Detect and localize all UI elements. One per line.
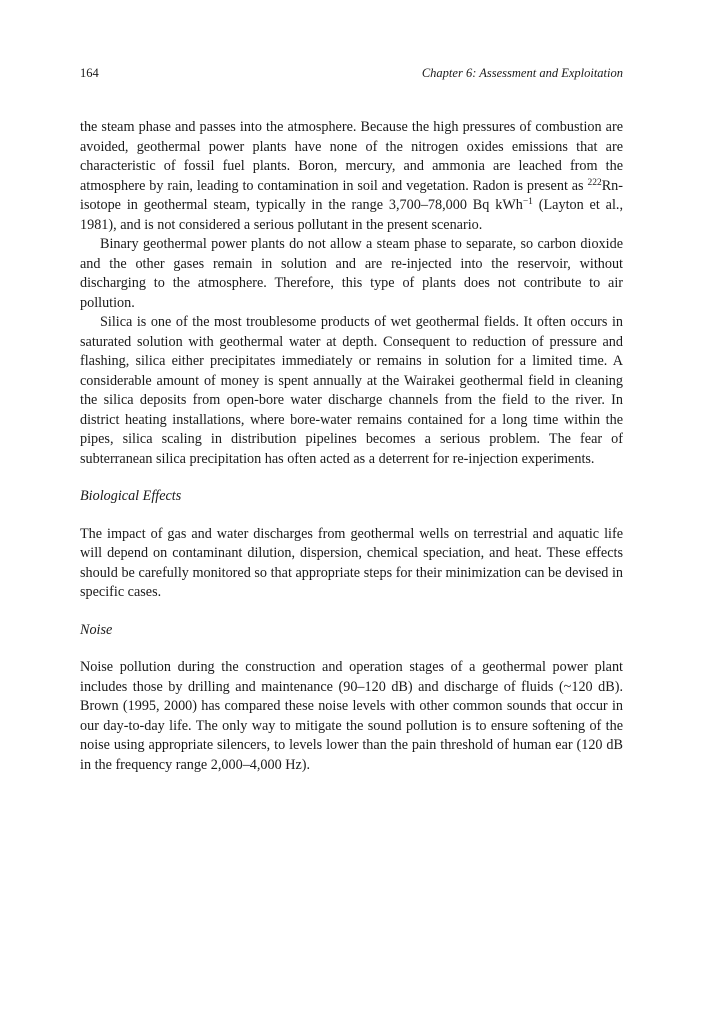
paragraph-steam-phase: [80, 118, 623, 235]
paragraph-silica: Silica is one of the most troublesome products of wet geothermal fields. It often occurs in saturated solution with geothermal water at depth. Consequent to reduction of pressure and flashing, silica either precipitates immediately or remains in solution for a limited time. A considerable amount of money is spent annually at the Wairakei geothermal field in cleaning the silica deposits from open-bore water discharge channels from the field to the river. In district heating installations, where bore-water remains contained for a long time within the pipes, silica scaling in distribution pipelines becomes a serious problem. The fear of subterranean silica precipitation has often acted as a deterrent for re-injection experiments.: [80, 314, 623, 467]
superscript: −1: [522, 197, 533, 207]
section-heading-noise: Noise: [80, 621, 113, 638]
superscript: 222: [587, 177, 602, 188]
paragraph-biological-effects: The impact of gas and water discharges from geothermal wells on terrestrial and aquatic life will depend on contaminant dilution, dispersion, chemical speciation, and heat. These effects should be carefully monitored so that appropriate steps for their minimization can be devised in specific cases.: [80, 525, 623, 600]
page-number: 164: [80, 66, 99, 80]
paragraph-noise: Noise pollution during the construction and operation stages of a geothermal power plant includes those by drilling and maintenance (90–120 dB) and discharge of fluids (~120 dB). Brown (1995, 2000) has compared these noise levels with other common sounds that occur in our day-to-day life. The only way to mitigate the sound pollution is to ensure softening of the noise using appropriate silencers, to levels lower than the pain threshold of human ear (120 dB in the frequency range 2,000–4,000 Hz).: [80, 659, 623, 773]
running-title: Chapter 6: Assessment and Exploitation: [421, 66, 623, 80]
paragraph-text: Rn-isotope in geothermal steam, typically in the range 3,700–78,000 Bq kWh: [80, 177, 623, 213]
page-header: [80, 66, 623, 84]
paragraph-text: (Layton et al., 1981), and is not considered a serious pollutant in the present scenario.: [80, 197, 623, 233]
section-heading-biological-effects: Biological Effects: [80, 488, 182, 504]
body-text: [80, 118, 623, 775]
paragraph-text: the steam phase and passes into the atmosphere. Because the high pressures of combustion are avoided, geothermal power plants have none of the nitrogen oxides emissions that are characteristic of fossil fuel plants. Boron, mercury, and ammonia are leached from the atmosphere by rain, leading to contamination in soil and vegetation. Radon is present as: [80, 119, 623, 194]
paragraph-binary-plants: Binary geothermal power plants do not allow a steam phase to separate, so carbon dioxide and the other gases remain in solution and are re-injected into the reservoir, without discharging to the atmosphere. Therefore, this type of plants does not contribute to air pollution.: [80, 236, 623, 311]
